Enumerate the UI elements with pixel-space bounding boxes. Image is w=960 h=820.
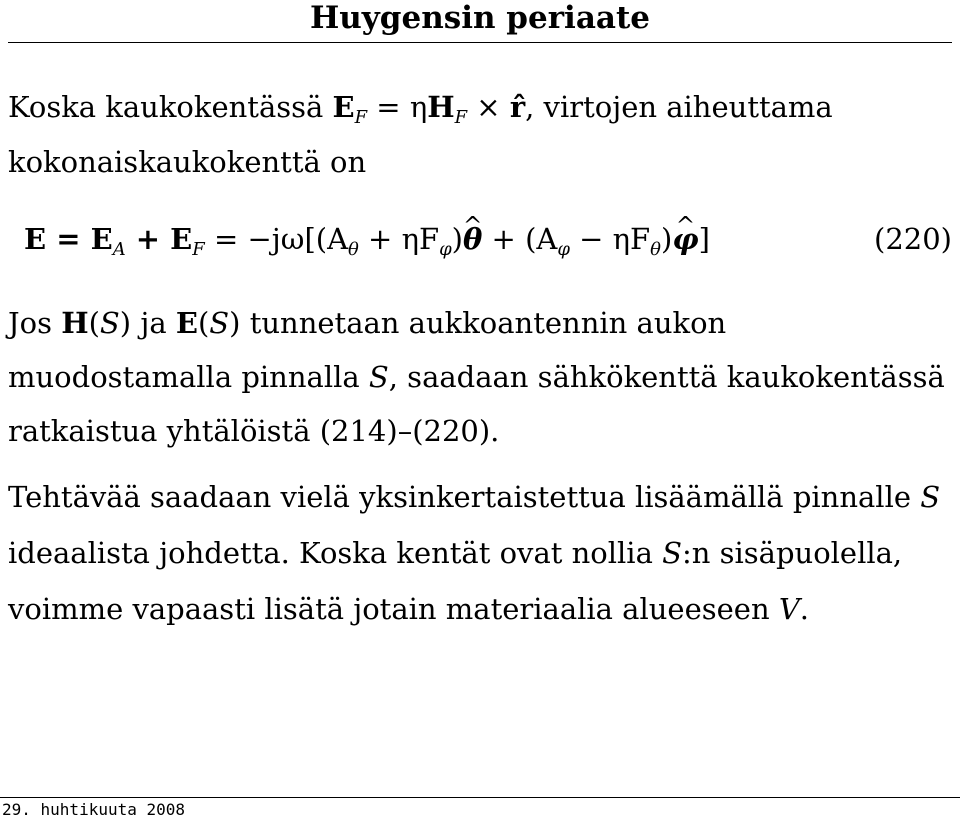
math-V-symbol: V [778, 592, 800, 626]
eq-rhs-part: = −jω[(A [204, 222, 349, 256]
math-S-symbol: S [99, 306, 120, 340]
paragraph-ideal-conductor [8, 469, 952, 637]
text-run: Tehtävää saadaan vielä yksinkertaistettua lisäämällä pinnalle [8, 480, 921, 514]
paragraph-intro [8, 80, 952, 190]
footer-date: 29. huhtikuuta 2008 [2, 800, 186, 819]
math-subscript: F [454, 106, 468, 128]
math-H-symbol: H [61, 306, 89, 340]
intro-text-start: Koska kaukokentässä [8, 90, 333, 124]
eq-plus: + E [125, 222, 193, 256]
math-S-symbol: S [662, 536, 682, 570]
math-cross: × [467, 90, 510, 124]
math-S-symbol: S [368, 360, 389, 394]
text-run: . [799, 592, 810, 626]
text-run: ( [197, 306, 210, 340]
math-H-symbol: H [427, 90, 455, 124]
text-run: ) ja [119, 306, 176, 340]
equation-220 [0, 214, 960, 264]
math-E-symbol: E [332, 90, 355, 124]
math-E-symbol: E [175, 306, 198, 340]
equation-body [24, 214, 710, 264]
title-divider [8, 42, 952, 43]
text-run: , saadaan sähkökenttä kaukokentässä ratkaistua yhtälöistä (214)–(220). [8, 360, 945, 448]
math-S-symbol: S [209, 306, 230, 340]
eq-rhs-part: ) [451, 222, 463, 256]
intro-text-end: , virtojen aiheuttama kokonaiskaukokenttä on [8, 90, 833, 179]
equation-number: (220) [874, 222, 952, 256]
eq-rhs-part: + (A [482, 222, 558, 256]
text-run: :n sisäpuolella, voimme vapaasti lisätä jotain materiaalia alueeseen [8, 536, 903, 626]
phi-hat-symbol: ^ φ [672, 214, 698, 264]
theta-hat-symbol: ^ θ [463, 214, 482, 264]
math-equals: = η [367, 90, 428, 124]
eq-subscript: φ [439, 238, 452, 260]
math-S-symbol: S [920, 480, 941, 514]
eq-rhs-part: ] [698, 222, 710, 256]
eq-subscript: θ [348, 238, 359, 260]
text-run: Jos [8, 306, 62, 340]
math-subscript: F [354, 106, 368, 128]
text-run: ) tunnetaan aukkoantennin aukon muodostamalla pinnalla [8, 306, 727, 394]
eq-rhs-part: + ηF [358, 222, 440, 256]
paragraph-huygens-surface [8, 296, 952, 458]
eq-subscript: θ [650, 238, 661, 260]
intro-text [8, 80, 952, 190]
eq-lhs: E = E [24, 222, 113, 256]
eq-rhs-part: ) [661, 222, 673, 256]
eq-rhs-part: − ηF [569, 222, 651, 256]
text-run: ( [88, 306, 100, 340]
text-run: ideaalista johdetta. Koska kentät ovat nollia [8, 536, 663, 570]
math-rhat-symbol: r̂ [509, 90, 526, 124]
eq-subscript: A [112, 238, 126, 260]
slide-title: Huygensin periaate [309, 0, 651, 36]
footer-divider [0, 797, 960, 798]
eq-subscript: φ [557, 238, 570, 260]
eq-subscript: F [192, 238, 205, 260]
